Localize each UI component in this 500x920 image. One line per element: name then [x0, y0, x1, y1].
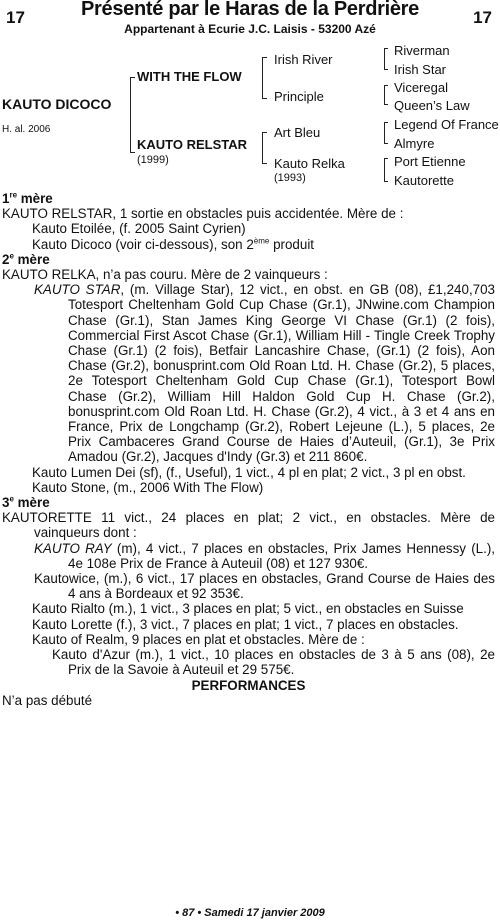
- gen3-item: Kautorette: [394, 173, 454, 188]
- produce-item: Kauto d'Azur (m.), 1 vict., 10 places en obstacles de 3 à 5 ans (08), 2e Prix de la Savoie à Auteuil et 29 575€.: [52, 647, 495, 678]
- gen2-item: Principle: [274, 89, 324, 104]
- produce-item-kauto-star: KAUTO STAR, (m. Village Star), 12 vict., en obst. en GB (08), £1,240,703 Totesport Cheltenham Gold Cup Chase (Gr.1), JNwine.com Champion Chase (Gr.1), Stan James King George VI Chase (Gr.1) (2 fois), Commercial First Ascot Chase (Gr.1), William Hill - Tingle Creek Trophy Chase (Gr.1) (2 fois), Betfair Lancashire Chase, (Gr.1) (2 fois), Aon Chase (Gr.2), bonusprint.com Old Roan Ltd. H. Chase (Gr.2), 5 places, 2e Totesport Cheltenham Gold Cup Chase (Gr.1), Totesport Bowl Chase (Gr.2), William Hill Haldon Gold Cup H. Chase (Gr.2), bonusprint.com Old Roan Ltd. H. Chase (Gr.2), 4 vict., à 3 et 4 ans en France, Prix de Longchamp (Gr.2), Robert Lejeune (L.), 5 places, 2e Prix Cambaceres Grand Course de Haies d’Auteuil, (Gr.1), 3e Prix Amadou (Gr.2), Jacques d'Indy (Gr.3) et 211 860€.: [34, 282, 496, 465]
- produce-item: Kauto of Realm, 9 places en plat et obstacles. Mère de :: [32, 631, 365, 647]
- owner-subtitle: Appartenant à Ecurie J.C. Laisis - 53200 Azé: [124, 22, 376, 36]
- gen2-item: Irish River: [274, 52, 333, 67]
- produce-item: Kauto Dicoco (voir ci-dessous), son 2ème produit: [32, 236, 315, 252]
- gen3-item: Irish Star: [394, 62, 447, 77]
- gen3-item: Riverman: [394, 43, 450, 58]
- produce-item: Kauto Rialto (m.), 1 vict., 3 places en plat; 5 vict., en obstacles en Suisse: [32, 601, 464, 617]
- gen2-note: (1993): [274, 172, 306, 184]
- page-title: Présenté par le Haras de la Perdrière: [81, 0, 419, 20]
- horse-info: H. al. 2006: [2, 124, 51, 135]
- dam-year: (1999): [137, 154, 169, 166]
- produce-item-kauto-ray: KAUTO RAY (m), 4 vict., 7 places en obstacles, Prix James Hennessy (L.), 4e 108e Prix de France à Auteuil (08) et 127 930€.: [34, 540, 495, 571]
- dam-heading-2: 2e mère: [2, 251, 50, 267]
- performances-heading: PERFORMANCES: [191, 677, 306, 693]
- dam-name: KAUTO RELSTAR: [137, 137, 248, 152]
- produce-item: Kauto Lumen Dei (sf), (f., Useful), 1 vict., 4 pl en plat; 2 vict., 3 pl en obst.: [32, 464, 466, 480]
- gen3-item: Viceregal: [394, 80, 448, 95]
- gen3-item: Queen’s Law: [394, 98, 470, 113]
- family-section: [2, 191, 495, 708]
- lot-number-left: 17: [6, 8, 25, 27]
- dam-heading-1: 1re mère: [2, 190, 53, 206]
- page-footer: • 87 • Samedi 17 janvier 2009: [175, 907, 325, 919]
- performances-text: N’a pas débuté: [2, 692, 93, 708]
- gen2-item: Art Bleu: [274, 125, 321, 140]
- gen3-item: Port Etienne: [394, 154, 466, 169]
- sire-name: WITH THE FLOW: [137, 69, 242, 84]
- dam-heading-3: 3e mère: [2, 494, 50, 511]
- produce-item: Kauto Stone, (m., 2006 With The Flow): [32, 479, 264, 495]
- gen3-item: Almyre: [394, 136, 435, 151]
- dam-3-intro: KAUTORETTE 11 vict., 24 places en plat; 2 vict., en obstacles. Mère de vainqueurs dont :: [2, 510, 495, 541]
- lot-number-right: 17: [473, 8, 492, 27]
- dam-1-intro: KAUTO RELSTAR, 1 sortie en obstacles puis accidentée. Mère de :: [2, 206, 404, 222]
- gen3-item: Legend Of France: [394, 117, 499, 132]
- produce-item: Kauto Etoilée, (f. 2005 Saint Cyrien): [32, 221, 246, 237]
- produce-item: Kauto Lorette (f.), 3 vict., 7 places en plat; 1 vict., 7 places en obstacles.: [32, 616, 459, 632]
- produce-item: Kautowice, (m.), 6 vict., 17 places en obstacles, Grand Course de Haies des 4 ans à Bordeaux et 92 353€.: [34, 571, 495, 602]
- dam-2-intro: KAUTO RELKA, n’a pas couru. Mère de 2 vainqueurs :: [2, 267, 328, 283]
- gen2-item: Kauto Relka: [274, 156, 345, 171]
- horse-name: KAUTO DICOCO: [2, 96, 112, 112]
